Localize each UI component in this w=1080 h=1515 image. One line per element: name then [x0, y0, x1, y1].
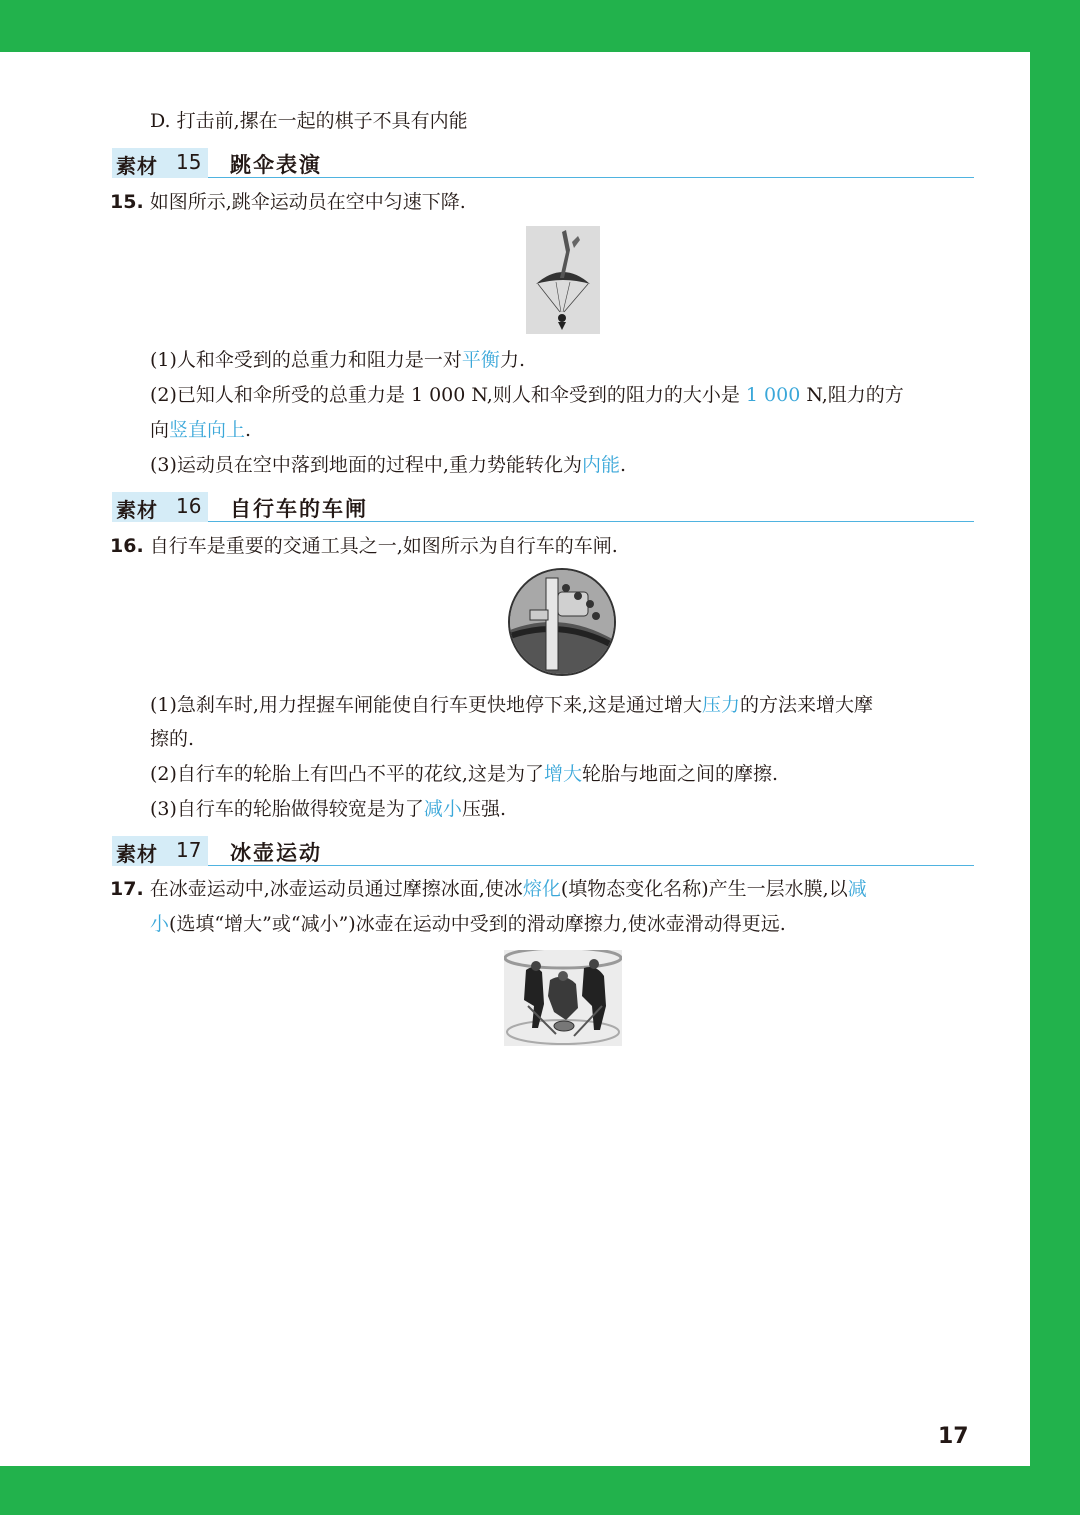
q15-stem	[110, 190, 466, 214]
parachute-figure	[526, 226, 600, 334]
q15-part-2-cont	[150, 418, 251, 442]
q15-part-2	[150, 383, 904, 407]
text: (3)运动员在空中落到地面的过程中,重力势能转化为	[150, 454, 582, 476]
text: (1)人和伞受到的总重力和阻力是一对	[150, 349, 462, 371]
answer: 压力	[702, 694, 741, 716]
text: N,阻力的方	[800, 384, 904, 406]
section-title: 跳伞表演	[230, 153, 322, 177]
section-rule	[208, 865, 974, 866]
q16-stem	[110, 534, 618, 558]
answer: 减小	[423, 798, 462, 820]
question-text: 如图所示,跳伞运动员在空中匀速下降.	[149, 191, 466, 213]
answer: 增大	[543, 763, 582, 785]
answer: 减	[847, 878, 867, 900]
section-tag-label: 素材	[116, 498, 158, 522]
q15-part-3	[150, 453, 626, 477]
section-tag-number: 15	[176, 150, 202, 174]
q16-part-3	[150, 797, 506, 821]
section-title: 冰壶运动	[230, 841, 322, 865]
q14-option-d: D. 打击前,摞在一起的棋子不具有内能	[150, 110, 468, 132]
question-text: 自行车是重要的交通工具之一,如图所示为自行车的车闸.	[149, 535, 618, 557]
question-number: 17.	[110, 878, 144, 900]
text: 的方法来增大摩	[740, 694, 874, 716]
text: 轮胎与地面之间的摩擦.	[581, 763, 779, 785]
q17-line-2	[150, 912, 786, 936]
text: (1)急刹车时,用力捏握车闸能使自行车更快地停下来,这是通过增大	[150, 694, 702, 716]
curling-figure	[504, 950, 622, 1046]
answer: 小	[150, 913, 170, 935]
q15-part-1	[150, 348, 525, 372]
section-tag-label: 素材	[116, 842, 158, 866]
question-number: 15.	[110, 191, 144, 213]
curling-illustration	[504, 950, 622, 1046]
section-tag-number: 17	[176, 838, 202, 862]
answer: 熔化	[522, 878, 561, 900]
text: 向	[150, 419, 170, 441]
answer: 内能	[581, 454, 620, 476]
section-header-15	[112, 148, 974, 178]
bike-brake-figure	[508, 568, 616, 676]
page-number: 17	[938, 1424, 969, 1449]
text: 压强.	[461, 798, 506, 820]
bike-brake-illustration	[510, 570, 614, 674]
section-tag-label: 素材	[116, 154, 158, 178]
section-tag-number: 16	[176, 494, 202, 518]
page	[0, 52, 1030, 1466]
text: (2)已知人和伞所受的总重力是 1 000 N,则人和伞受到的阻力的大小是	[150, 384, 746, 406]
text: 力.	[499, 349, 525, 371]
text: 在冰壶运动中,冰壶运动员通过摩擦冰面,使冰	[149, 878, 523, 900]
answer: 1 000	[745, 384, 801, 406]
section-title: 自行车的车闸	[230, 497, 368, 521]
section-rule	[208, 521, 974, 522]
section-rule	[208, 177, 974, 178]
parachute-illustration	[526, 226, 600, 334]
text: .	[245, 419, 252, 441]
section-header-17	[112, 836, 974, 866]
text: (3)自行车的轮胎做得较宽是为了	[150, 798, 424, 820]
text: (选填“增大”或“减小”)冰壶在运动中受到的滑动摩擦力,使冰壶滑动得更远.	[169, 913, 786, 935]
text: .	[619, 454, 627, 476]
text: (填物态变化名称)产生一层水膜,以	[560, 878, 848, 900]
answer: 平衡	[461, 349, 500, 371]
q17-line-1	[110, 877, 867, 901]
text: (2)自行车的轮胎上有凹凸不平的花纹,这是为了	[150, 763, 544, 785]
q16-part-1-cont: 擦的.	[150, 728, 195, 750]
section-header-16	[112, 492, 974, 522]
q16-part-1	[150, 693, 873, 717]
question-number: 16.	[110, 535, 144, 557]
q16-part-2	[150, 762, 778, 786]
answer: 竖直向上	[169, 419, 246, 441]
